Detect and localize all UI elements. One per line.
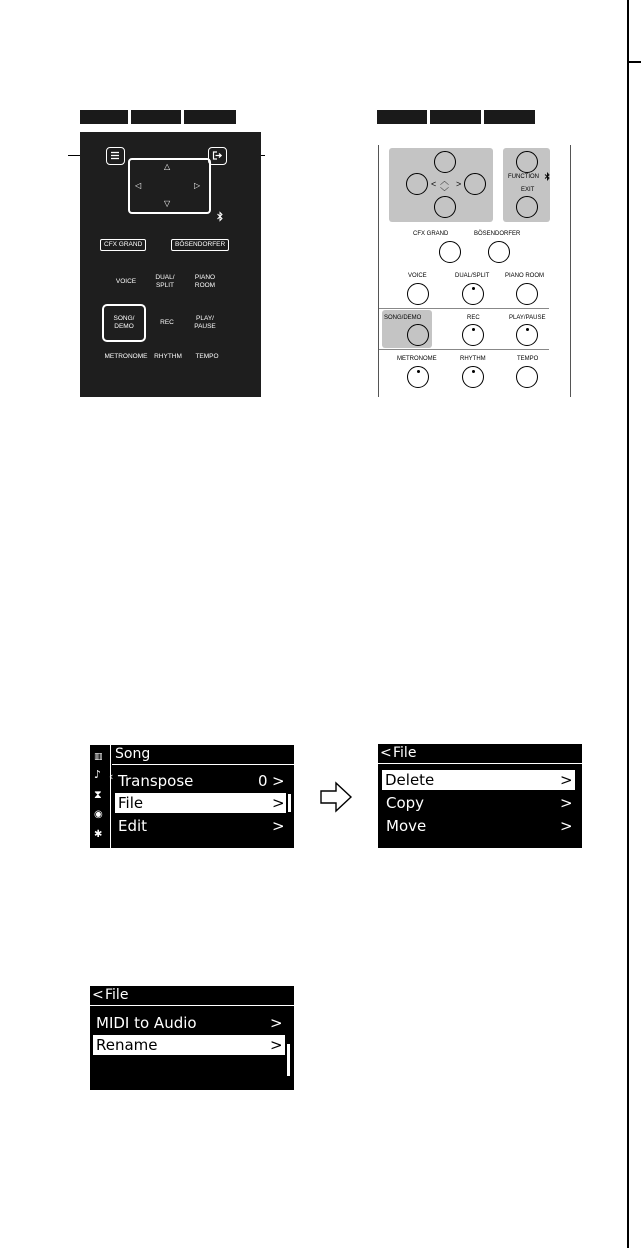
voice-button[interactable]: VOICE	[115, 278, 137, 285]
piano-room-label: PIANO ROOM	[505, 273, 545, 279]
metronome-icon: ⧗	[94, 788, 102, 801]
play-pause-label: PLAY/PAUSE	[509, 315, 546, 321]
menu-button[interactable]	[106, 147, 125, 165]
tempo-label: TEMPO	[517, 356, 539, 362]
bosendorfer-label: BÖSENDORFER	[474, 231, 521, 237]
record-icon: ◉	[94, 809, 103, 820]
cursor-left-glyph: <	[431, 179, 437, 189]
menu-item-delete[interactable]: Delete	[382, 770, 575, 790]
exit-label: EXIT	[521, 187, 535, 193]
indicator-lamp	[417, 370, 420, 373]
bosendorfer-button[interactable]: BÖSENDORFER	[171, 239, 229, 251]
panel-tab	[80, 110, 128, 124]
screen-title: File	[105, 987, 129, 1003]
panel-divider	[379, 349, 549, 350]
tempo-button[interactable]	[516, 366, 538, 388]
active-tab-marker: ‹	[109, 770, 114, 783]
rhythm-button[interactable]: RHYTHM	[154, 353, 182, 360]
menu-item-copy[interactable]: Copy	[386, 794, 425, 812]
panel-border-left	[378, 145, 379, 397]
cfx-grand-button[interactable]: CFX GRAND	[100, 239, 146, 251]
metronome-label: METRONOME	[397, 356, 437, 362]
transpose-value: 0	[258, 772, 268, 790]
song-icon: ♪	[94, 768, 102, 781]
panel-tab	[131, 110, 181, 124]
piano-icon: ▥	[94, 752, 103, 762]
bosendorfer-button[interactable]	[488, 241, 510, 263]
panel-tab	[184, 110, 236, 124]
title-underline	[112, 764, 294, 765]
song-demo-label: SONG/DEMO	[384, 315, 422, 321]
function-button[interactable]	[516, 151, 538, 173]
panel-tab	[430, 110, 481, 124]
dual-split-label: DUAL/SPLIT	[455, 273, 490, 279]
title-underline	[378, 763, 582, 764]
left-button[interactable]	[406, 173, 428, 195]
rec-label: REC	[467, 315, 480, 321]
page-edge-tick	[627, 61, 641, 63]
title-underline	[90, 1005, 294, 1006]
bluetooth-icon	[216, 211, 224, 222]
menu-item-file[interactable]: File	[115, 793, 286, 813]
indicator-lamp	[472, 287, 475, 290]
indicator-lamp	[526, 328, 529, 331]
right-arrow-icon[interactable]: ▷	[194, 181, 201, 190]
song-demo-button[interactable]	[407, 324, 429, 346]
rhythm-label: RHYTHM	[460, 356, 486, 362]
back-icon[interactable]: <	[92, 987, 104, 1003]
cursor-up-glyph: ︿	[440, 176, 450, 186]
menu-item-edit[interactable]: Edit	[118, 817, 148, 835]
exit-icon	[209, 148, 225, 163]
chevron-right-icon: >	[272, 817, 285, 835]
play-pause-button[interactable]: PLAY/ PAUSE	[194, 315, 216, 330]
screen-title: Song	[115, 746, 151, 762]
function-label: FUNCTION	[508, 174, 539, 180]
cursor-right-glyph: >	[456, 179, 462, 189]
menu-item-rename[interactable]: Rename	[93, 1035, 285, 1055]
page-edge-rule	[627, 0, 629, 1248]
cfx-grand-label: CFX GRAND	[413, 231, 449, 237]
metronome-button[interactable]: METRONOME	[104, 353, 148, 360]
menu-item-move[interactable]: Move	[386, 817, 427, 835]
chevron-right-icon: >	[560, 771, 573, 789]
outline-right-arrow-icon	[319, 781, 353, 813]
indicator-lamp	[472, 370, 475, 373]
song-demo-button[interactable]: SONG/ DEMO	[113, 315, 135, 330]
down-button[interactable]	[434, 196, 456, 218]
indicator-lamp	[472, 328, 475, 331]
voice-button[interactable]	[407, 283, 429, 305]
panel-border-right	[570, 145, 571, 397]
bluetooth-icon: ✱	[94, 829, 103, 840]
voice-label: VOICE	[408, 273, 427, 279]
panel-tab	[377, 110, 427, 124]
down-arrow-icon[interactable]: ▽	[164, 199, 171, 208]
chevron-right-icon: >	[270, 1036, 283, 1054]
chevron-right-icon: >	[272, 772, 285, 790]
piano-room-button[interactable]	[516, 283, 538, 305]
panel-tab	[484, 110, 535, 124]
piano-room-button[interactable]: PIANO ROOM	[194, 274, 216, 289]
cursor-down-glyph: ﹀	[440, 187, 450, 197]
dual-split-button[interactable]: DUAL/ SPLIT	[155, 274, 175, 289]
left-arrow-icon[interactable]: ◁	[135, 181, 142, 190]
file-menu-screen-2	[90, 986, 294, 1090]
screen-title: File	[393, 745, 417, 761]
menu-item-transpose[interactable]: Transpose	[118, 772, 194, 790]
file-menu-screen	[378, 744, 582, 848]
rec-button[interactable]: REC	[160, 319, 174, 326]
chevron-right-icon: >	[560, 817, 573, 835]
back-icon[interactable]: <	[380, 745, 392, 761]
tempo-button[interactable]: TEMPO	[195, 353, 219, 360]
cfx-grand-button[interactable]	[439, 241, 461, 263]
scrollbar-thumb[interactable]	[287, 1044, 290, 1076]
up-button[interactable]	[434, 151, 456, 173]
menu-icon	[107, 148, 123, 163]
scrollbar-thumb[interactable]	[288, 794, 291, 812]
chevron-right-icon: >	[270, 1014, 283, 1032]
song-menu-screen	[90, 745, 294, 848]
side-icon-column	[90, 745, 110, 848]
chevron-right-icon: >	[272, 794, 285, 812]
chevron-right-icon: >	[560, 794, 573, 812]
up-arrow-icon[interactable]: △	[164, 162, 171, 171]
bluetooth-icon	[544, 172, 551, 181]
menu-item-midi-to-audio[interactable]: MIDI to Audio	[96, 1014, 197, 1032]
exit-button[interactable]	[516, 196, 538, 218]
icon-separator	[109, 745, 114, 848]
right-button[interactable]	[464, 173, 486, 195]
panel-divider	[379, 308, 549, 309]
